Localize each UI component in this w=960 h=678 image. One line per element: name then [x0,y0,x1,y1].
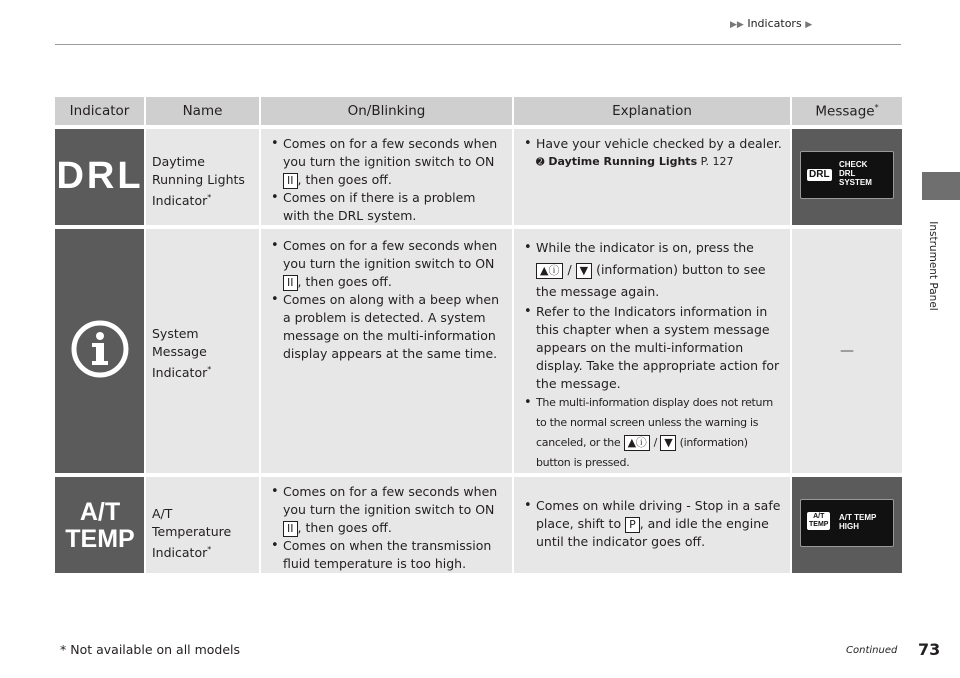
info-down-button-icon: ▼ [576,263,592,279]
breadcrumb [730,17,930,30]
header-message: Message* [792,97,902,125]
page-reference: ➋ Daytime Running Lights P. 127 [536,155,734,168]
info-down-button-icon: ▼ [660,435,676,451]
footnote: * Not available on all models [60,642,241,657]
row-message [792,473,902,573]
row-message: — [792,225,902,473]
svg-text:DRL: DRL [55,154,144,197]
page-number: 73 [918,640,941,659]
row-on-blinking: • Comes on for a few seconds when you turn the ignition switch to ON II , then goes off. • Comes on when the transmission fluid temperature is too high. [261,473,514,573]
park-key-icon: P [625,517,640,533]
at-temp-indicator-icon [55,473,146,573]
header-explanation: Explanation [514,97,792,125]
row-explanation: • While the indicator is on, press the ▲ⓘ / ▼ (information) button to see the message again. • Refer to the Indicators information in this chapter when a system message appears on the multi-information display. Take the appropriate action for the message. • The multi-information display does not return to the normal screen unless the warning is canceled, or the ▲ⓘ / ▼ (information) button is pressed. [514,225,792,473]
ignition-on-key-icon: II [283,173,298,189]
section-label: Instrument Panel [927,221,939,311]
header-on-blinking: On/Blinking [261,97,514,125]
reference-arrow-icon: ➋ [536,157,545,168]
header-rule [55,44,901,45]
row-message [792,125,902,225]
row-on-blinking: • Comes on for a few seconds when you turn the ignition switch to ON II , then goes off. • Comes on along with a beep when a problem is detected. A system message on the multi-information display appears at the same time. [261,225,514,473]
header-name: Name [146,97,261,125]
ignition-on-key-icon: II [283,521,298,537]
indicator-table [55,97,902,573]
row-name: A/T Temperature Indicator* [146,473,261,573]
drl-badge-icon: DRL [809,168,830,180]
row-explanation: • Comes on while driving - Stop in a safe place, shift to P , and idle the engine until the indicator goes off. [514,473,792,573]
system-message-indicator-icon [55,225,146,473]
row-explanation: • Have your vehicle checked by a dealer. ➋ Daytime Running Lights P. 127 [514,125,792,225]
table-header-row [55,97,902,125]
at-temp-message-display: A/T TEMP A/T TEMP HIGH [800,499,894,547]
section-tab [922,172,960,200]
continued-label: Continued [846,645,898,656]
at-temp-badge-icon: A/T TEMP [809,512,829,528]
double-arrow-icon: ▶▶ [730,20,744,30]
arrow-icon: ▶ [805,20,813,30]
drl-message-display: DRL CHECK DRL SYSTEM [800,151,894,199]
row-name: System Message Indicator* [146,225,261,473]
row-name: Daytime Running Lights Indicator* [146,125,261,225]
table-row [55,225,902,473]
drl-indicator-icon [55,125,146,225]
header-indicator: Indicator [55,97,146,125]
info-up-button-icon: ▲ⓘ [536,263,563,279]
breadcrumb-label: Indicators [747,17,802,30]
ignition-on-key-icon: II [283,275,298,291]
row-on-blinking: • Comes on for a few seconds when you turn the ignition switch to ON II , then goes off. • Comes on if there is a problem with the DRL system. [261,125,514,225]
svg-text:TEMP: TEMP [64,524,135,553]
svg-text:A/T: A/T [79,497,120,526]
table-row [55,473,902,573]
table-row [55,125,902,225]
info-up-button-icon: ▲ⓘ [624,435,651,451]
